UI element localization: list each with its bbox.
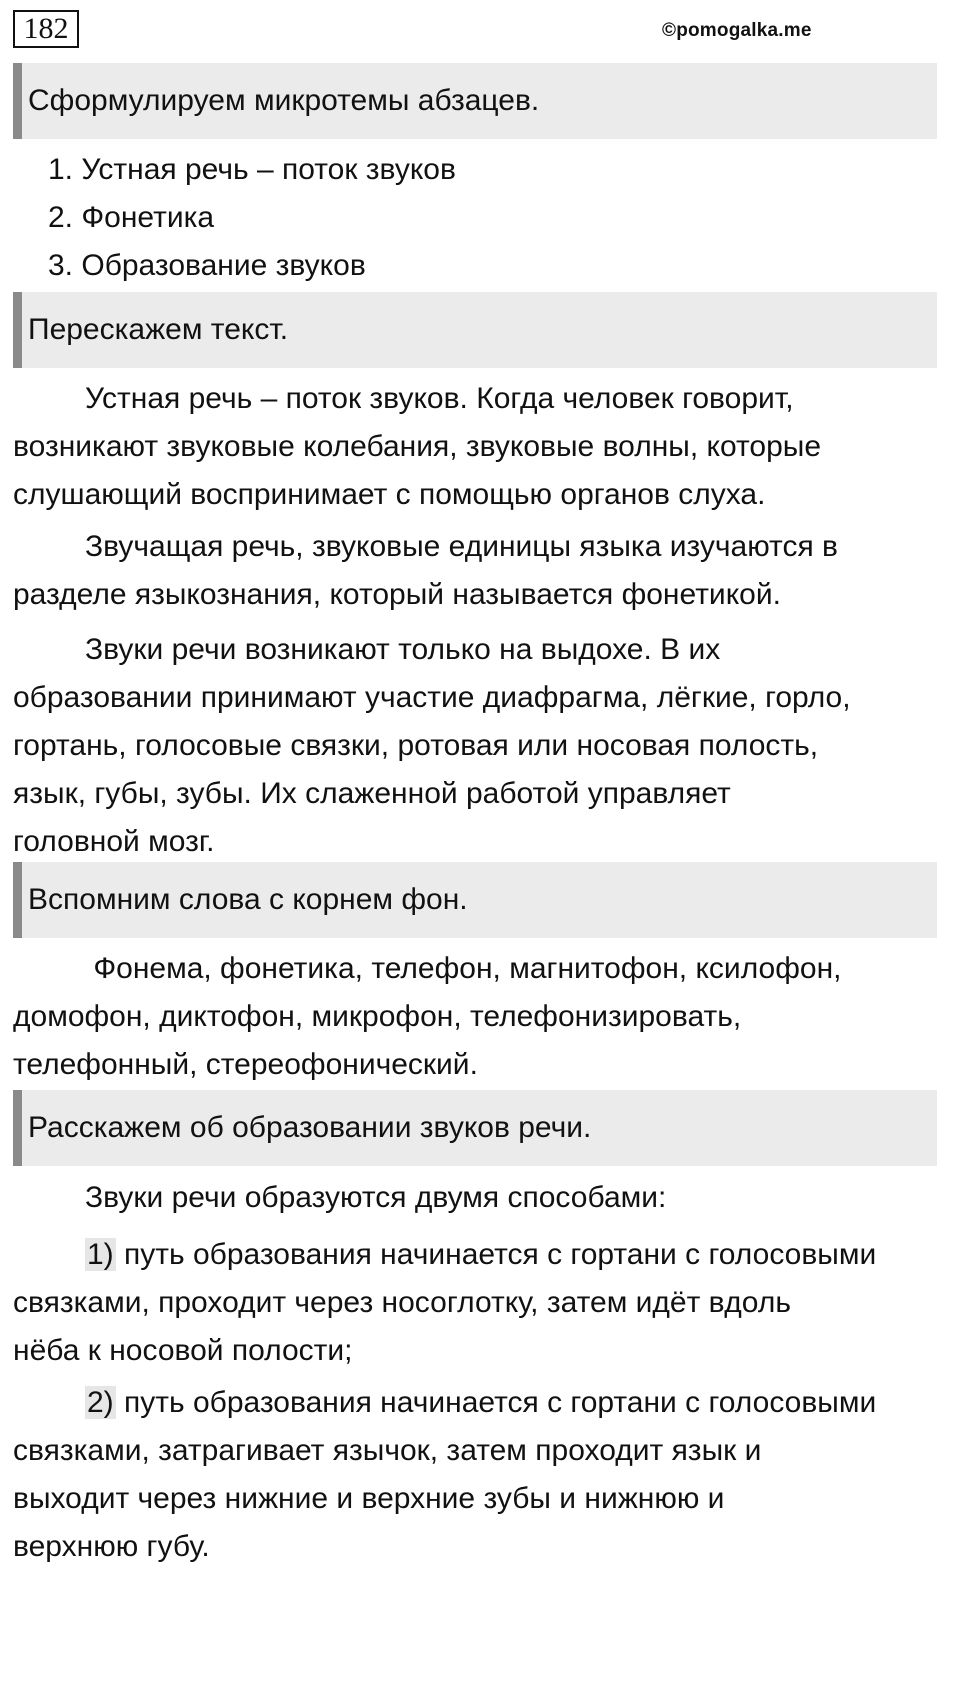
text-line: разделе языкознания, который называется фонетикой. [13,578,781,611]
text-line: гортань, голосовые связки, ротовая или носовая полость, [13,729,819,762]
text-line: телефонный, стереофонический. [13,1048,478,1081]
watermark: ©pomogalka.me [662,20,812,41]
sound-formation-intro [13,1174,953,1222]
text-line: нёба к носовой полости; [13,1334,353,1367]
text-line: Звучащая речь, звуковые единицы языка изучаются в [85,530,838,563]
section-header-microthemes: Сформулируем микротемы абзацев. [13,63,937,139]
text-line: выходит через нижние и верхние зубы и нижнюю и [13,1482,725,1515]
list-item: 2. Фонетика [48,201,215,234]
text-line: Устная речь – поток звуков. Когда человек говорит, [85,382,794,415]
section-header-root-fon: Вспомним слова с корнем фон. [13,862,937,938]
text-line: образовании принимают участие диафрагма, лёгкие, горло, [13,681,851,714]
text-line: Звуки речи образуются двумя способами: [85,1181,667,1214]
way-number: 2) [87,1386,114,1419]
formation-way-1 [13,1231,953,1375]
list-item: 1. Устная речь – поток звуков [48,153,456,186]
text-line: Звуки речи возникают только на выдохе. В их [85,633,721,666]
text-line: связками, затрагивает язычок, затем проходит язык и [13,1434,762,1467]
text-line: возникают звуковые колебания, звуковые волны, которые [13,430,822,463]
text-line: связками, проходит через носоглотку, затем идёт вдоль [13,1286,791,1319]
retelling-paragraph-3 [13,626,953,866]
list-item: 3. Образование звуков [48,249,366,282]
text-line: головной мозг. [13,825,215,858]
retelling-paragraph-1 [13,375,953,519]
page-number: 182 [13,10,79,48]
text-line: слушающий воспринимает с помощью органов слуха. [13,478,766,511]
microthemes-list [48,146,456,290]
text-line: язык, губы, зубы. Их слаженной работой управляет [13,777,731,810]
text-line [13,1379,953,1427]
section-header-sound-formation: Расскажем об образовании звуков речи. [13,1090,937,1166]
way-text: путь образования начинается с гортани с голосовыми [115,1238,877,1271]
way-text: путь образования начинается с гортани с голосовыми [115,1386,877,1419]
retelling-paragraph-2 [13,523,953,619]
root-fon-words [13,945,953,1089]
text-line: Фонема, фонетика, телефон, магнитофон, ксилофон, [85,952,842,985]
text-line: верхнюю губу. [13,1530,210,1563]
text-line: домофон, диктофон, микрофон, телефонизировать, [13,1000,742,1033]
section-header-retelling: Перескажем текст. [13,292,937,368]
formation-way-2 [13,1379,953,1571]
way-number: 1) [87,1238,114,1271]
text-line [13,1231,953,1279]
